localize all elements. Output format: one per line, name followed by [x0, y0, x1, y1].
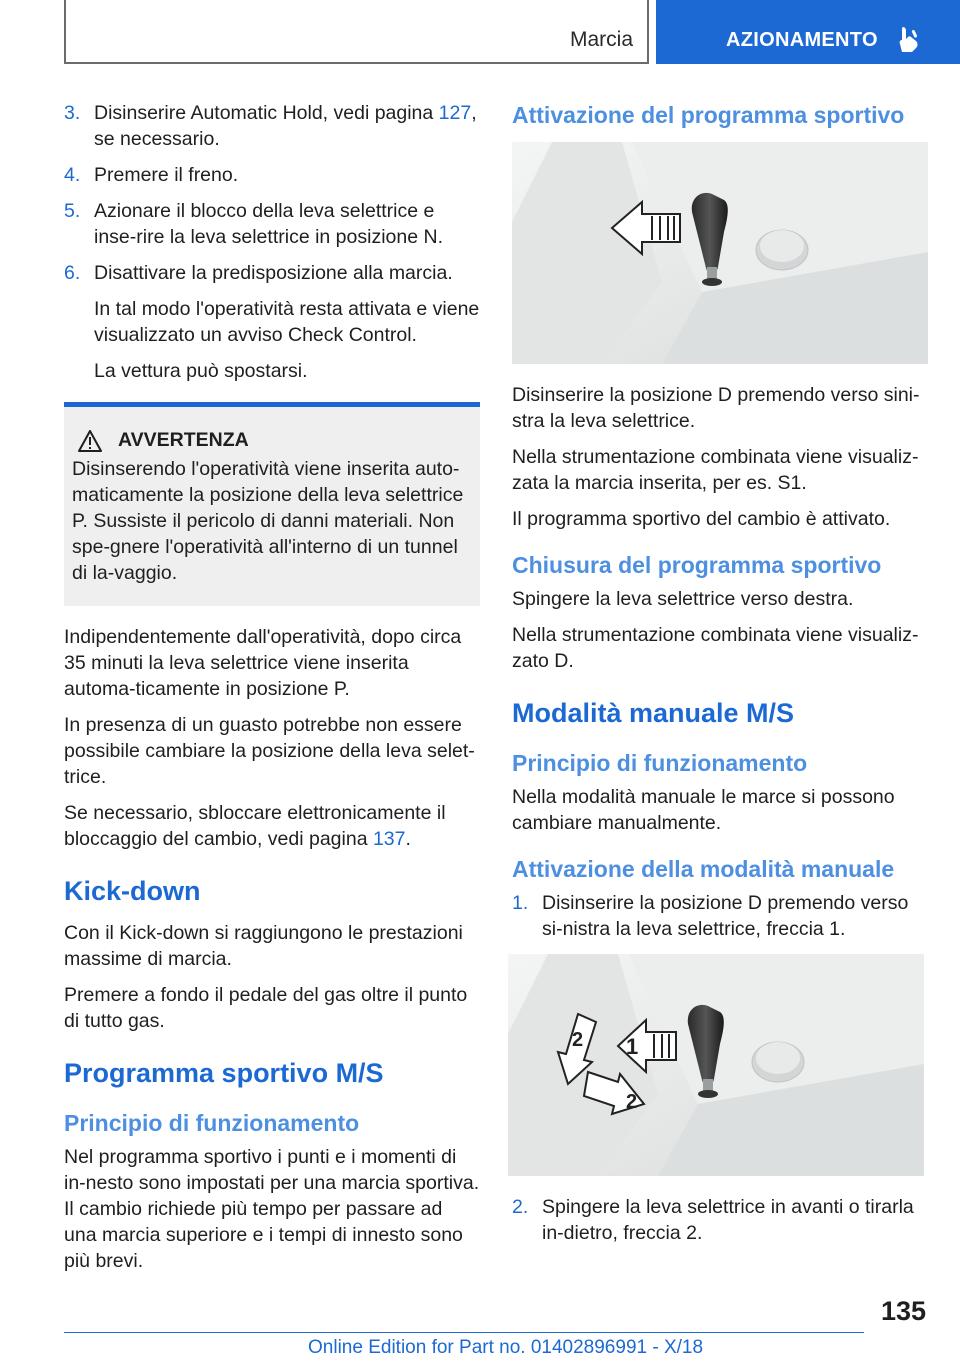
- paragraph: Nella strumentazione combinata viene visualiz-zato D.: [512, 624, 919, 672]
- list-item: [64, 100, 480, 152]
- subsection-heading: Chiusura del programma sportivo: [512, 552, 882, 578]
- page-header: [0, 0, 960, 66]
- list-item: [512, 1194, 928, 1246]
- paragraph: Disinserire la posizione D premendo verso sini-stra la leva selettrice.: [512, 384, 920, 432]
- arrow-label-1: 1: [626, 1034, 639, 1059]
- left-column: [64, 100, 480, 1284]
- step-number: 1.: [512, 892, 529, 914]
- paragraph: Nella strumentazione combinata viene visualiz-zata la marcia inserita, per es. S1.: [512, 446, 919, 494]
- gear-selector-figure: [512, 142, 928, 364]
- section-heading: Programma sportivo M/S: [64, 1058, 384, 1088]
- foot-pedal-icon: [894, 24, 924, 54]
- arrow-label-2-upper: 2: [572, 1029, 584, 1051]
- step-number: 4.: [64, 164, 81, 186]
- warning-triangle-icon: [78, 430, 102, 452]
- step-text: Azionare il blocco della leva selettrice e inse-rire la leva selettrice in posizione N.: [94, 200, 443, 248]
- step-text: Disinserire la posizione D premendo verso si-nistra la leva selettrice, freccia 1.: [542, 892, 909, 940]
- subsection-heading: Attivazione del programma sportivo: [512, 102, 905, 128]
- subsection-heading: Attivazione della modalità manuale: [512, 856, 895, 882]
- section-heading: Modalità manuale M/S: [512, 698, 795, 728]
- step-number: 3.: [64, 102, 81, 124]
- arrow-label-2-lower: 2: [626, 1091, 638, 1113]
- step-detail: In tal modo l'operatività resta attivata e viene visualizzato un avviso Check Control.: [94, 298, 480, 346]
- header-section-title: AZIONAMENTO: [726, 29, 878, 51]
- gear-lever-arrows-illustration: [508, 954, 924, 1176]
- paragraph: Nel programma sportivo i punti e i momenti di in-nesto sono impostati per una marcia sportiva. Il cambio richiede più tempo per passare ad una marcia superiore e i tempi di innesto sono più brevi.: [64, 1146, 480, 1272]
- warning-box: [64, 402, 480, 606]
- step-text: Disattivare la predisposizione alla marcia.: [94, 262, 453, 284]
- step-number: 2.: [512, 1196, 529, 1218]
- gear-selector-manual-figure: [508, 954, 924, 1176]
- header-section-box: [656, 0, 960, 64]
- subsection-heading: Principio di funzionamento: [512, 750, 808, 776]
- paragraph: Indipendentemente dall'operatività, dopo circa 35 minuti la leva selettrice viene inserita automa-ticamente in posizione P.: [64, 626, 462, 700]
- list-item: [512, 890, 928, 942]
- paragraph: In presenza di un guasto potrebbe non essere possibile cambiare la posizione della leva selet-trice.: [64, 714, 475, 788]
- gear-lever-illustration: [512, 142, 928, 364]
- page-link[interactable]: 127: [438, 102, 472, 124]
- step-text: Premere il freno.: [94, 164, 239, 186]
- section-heading: Kick-down: [64, 876, 201, 906]
- warning-text: Disinserendo l'operatività viene inserita auto-maticamente la posizione della leva selettrice P. Sussiste il pericolo di danni materiali. Non spe-gnere l'operatività all'interno di un tunnel di la-vaggio.: [72, 458, 464, 584]
- header-chapter-box: [64, 0, 649, 64]
- paragraph: Nella modalità manuale le marce si possono cambiare manualmente.: [512, 786, 895, 834]
- right-column: [512, 100, 928, 1256]
- header-chapter-title: Marcia: [569, 28, 633, 51]
- paragraph: Il programma sportivo del cambio è attivato.: [512, 508, 891, 530]
- step-number: 5.: [64, 200, 81, 222]
- footer-edition: Online Edition for Part no. 01402896991 - X/18: [308, 1337, 704, 1358]
- list-item: [64, 198, 480, 250]
- page-link[interactable]: 137: [372, 828, 406, 850]
- footer-divider: [64, 1332, 864, 1333]
- step-text: Spingere la leva selettrice in avanti o tirarla in-dietro, freccia 2.: [542, 1196, 914, 1244]
- page-number: 135: [880, 1296, 926, 1326]
- step-detail: La vettura può spostarsi.: [94, 360, 308, 382]
- list-item: [64, 162, 480, 188]
- paragraph: Premere a fondo il pedale del gas oltre il punto di tutto gas.: [64, 984, 468, 1032]
- paragraph: Spingere la leva selettrice verso destra.: [512, 588, 854, 610]
- step-text: Disinserire Automatic Hold, vedi pagina 127, se necessario.: [94, 102, 477, 150]
- subsection-heading: Principio di funzionamento: [64, 1110, 360, 1136]
- warning-title: AVVERTENZA: [72, 429, 472, 452]
- list-item: [64, 260, 480, 286]
- step-number: 6.: [64, 262, 81, 284]
- paragraph: Con il Kick-down si raggiungono le prestazioni massime di marcia.: [64, 922, 463, 970]
- paragraph: Se necessario, sbloccare elettronicamente il bloccaggio del cambio, vedi pagina 137.: [64, 802, 446, 850]
